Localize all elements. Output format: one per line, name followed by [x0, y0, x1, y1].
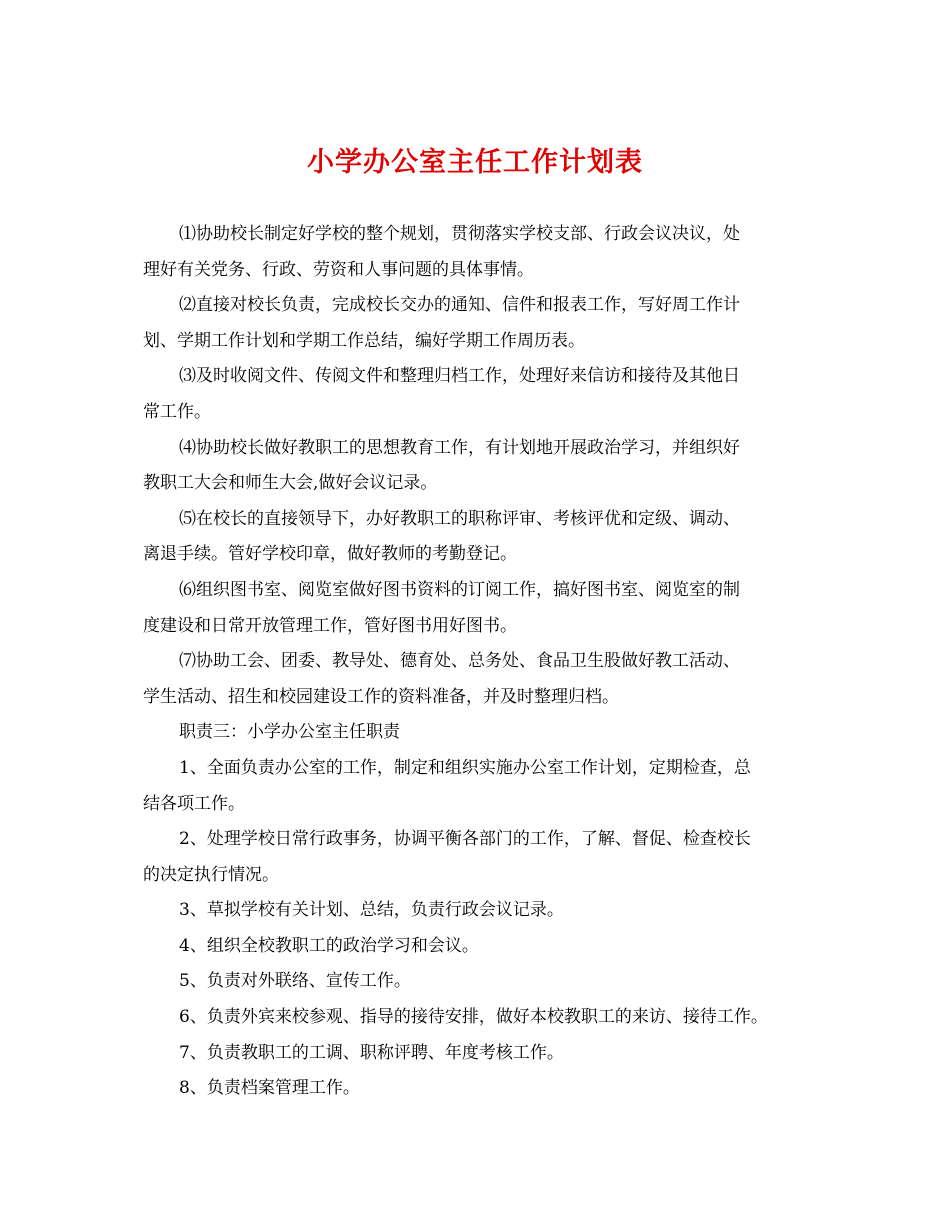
paragraph-line: 8、负责档案管理工作。 [179, 1078, 360, 1099]
paragraph [143, 644, 823, 715]
paragraph-line: ⑵直接对校长负责，完成校长交办的通知、信件和报表工作，写好周工作计 [179, 295, 740, 316]
paragraph-line: 6、负责外宾来校参观、指导的接待安排，做好本校教职工的来访、接待工作。 [179, 1007, 768, 1028]
paragraph-line: ⑷协助校长做好教职工的思想教育工作，有计划地开展政治学习，并组织好 [179, 437, 740, 458]
paragraph-line: 4、组织全校教职工的政治学习和会议。 [179, 935, 479, 956]
paragraph [143, 573, 823, 644]
paragraph [143, 502, 823, 573]
paragraph [143, 929, 823, 965]
paragraph [143, 1036, 823, 1072]
paragraph-line: 结各项工作。 [143, 793, 245, 814]
paragraph-line: 7、负责教职工的工调、职称评聘、年度考核工作。 [179, 1042, 564, 1063]
document-body [143, 217, 823, 1107]
paragraph-line: 划、学期工作计划和学期工作总结，编好学期工作周历表。 [143, 330, 585, 351]
paragraph-line: 2、处理学校日常行政事务，协调平衡各部门的工作，了解、督促、检查校长 [179, 829, 751, 850]
paragraph-line: 理好有关党务、行政、劳资和人事问题的具体事情。 [143, 259, 534, 280]
paragraph-line: 教职工大会和师生大会,做好会议记录。 [143, 473, 438, 494]
document-title: 小学办公室主任工作计划表 [307, 147, 643, 178]
paragraph-line: ⑹组织图书室、阅览室做好图书资料的订阅工作，搞好图书室、阅览室的制 [179, 579, 740, 600]
paragraph [143, 893, 823, 929]
paragraph-line: 学生活动、招生和校园建设工作的资料准备，并及时整理归档。 [143, 686, 619, 707]
paragraph [143, 217, 823, 288]
paragraph [143, 751, 823, 822]
paragraph-line: 常工作。 [143, 401, 211, 422]
paragraph [143, 431, 823, 502]
paragraph [143, 359, 823, 430]
paragraph-line: 的决定执行情况。 [143, 864, 279, 885]
paragraph [143, 1000, 823, 1036]
paragraph-line: 离退手续。管好学校印章，做好教师的考勤登记。 [143, 544, 517, 565]
paragraph [143, 715, 823, 751]
paragraph [143, 822, 823, 893]
paragraph-line: ⑺协助工会、团委、教导处、德育处、总务处、食品卫生股做好教工活动、 [179, 651, 740, 672]
paragraph-line: 5、负责对外联络、宣传工作。 [179, 971, 411, 992]
paragraph-line: ⑶及时收阅文件、传阅文件和整理归档工作，处理好来信访和接待及其他日 [179, 366, 740, 387]
paragraph [143, 1071, 823, 1107]
paragraph-line: ⑴协助校长制定好学校的整个规划，贯彻落实学校支部、行政会议决议，处 [179, 224, 740, 244]
paragraph-line: ⑸在校长的直接领导下，办好教职工的职称评审、考核评优和定级、调动、 [179, 508, 740, 529]
paragraph-line: 1、全面负责办公室的工作，制定和组织实施办公室工作计划，定期检查，总 [179, 757, 751, 778]
paragraph-line: 职责三：小学办公室主任职责 [179, 722, 400, 743]
paragraph-line: 3、草拟学校有关计划、总结，负责行政会议记录。 [179, 900, 564, 921]
paragraph [143, 964, 823, 1000]
paragraph [143, 288, 823, 359]
paragraph-line: 度建设和日常开放管理工作，管好图书用好图书。 [143, 615, 517, 636]
